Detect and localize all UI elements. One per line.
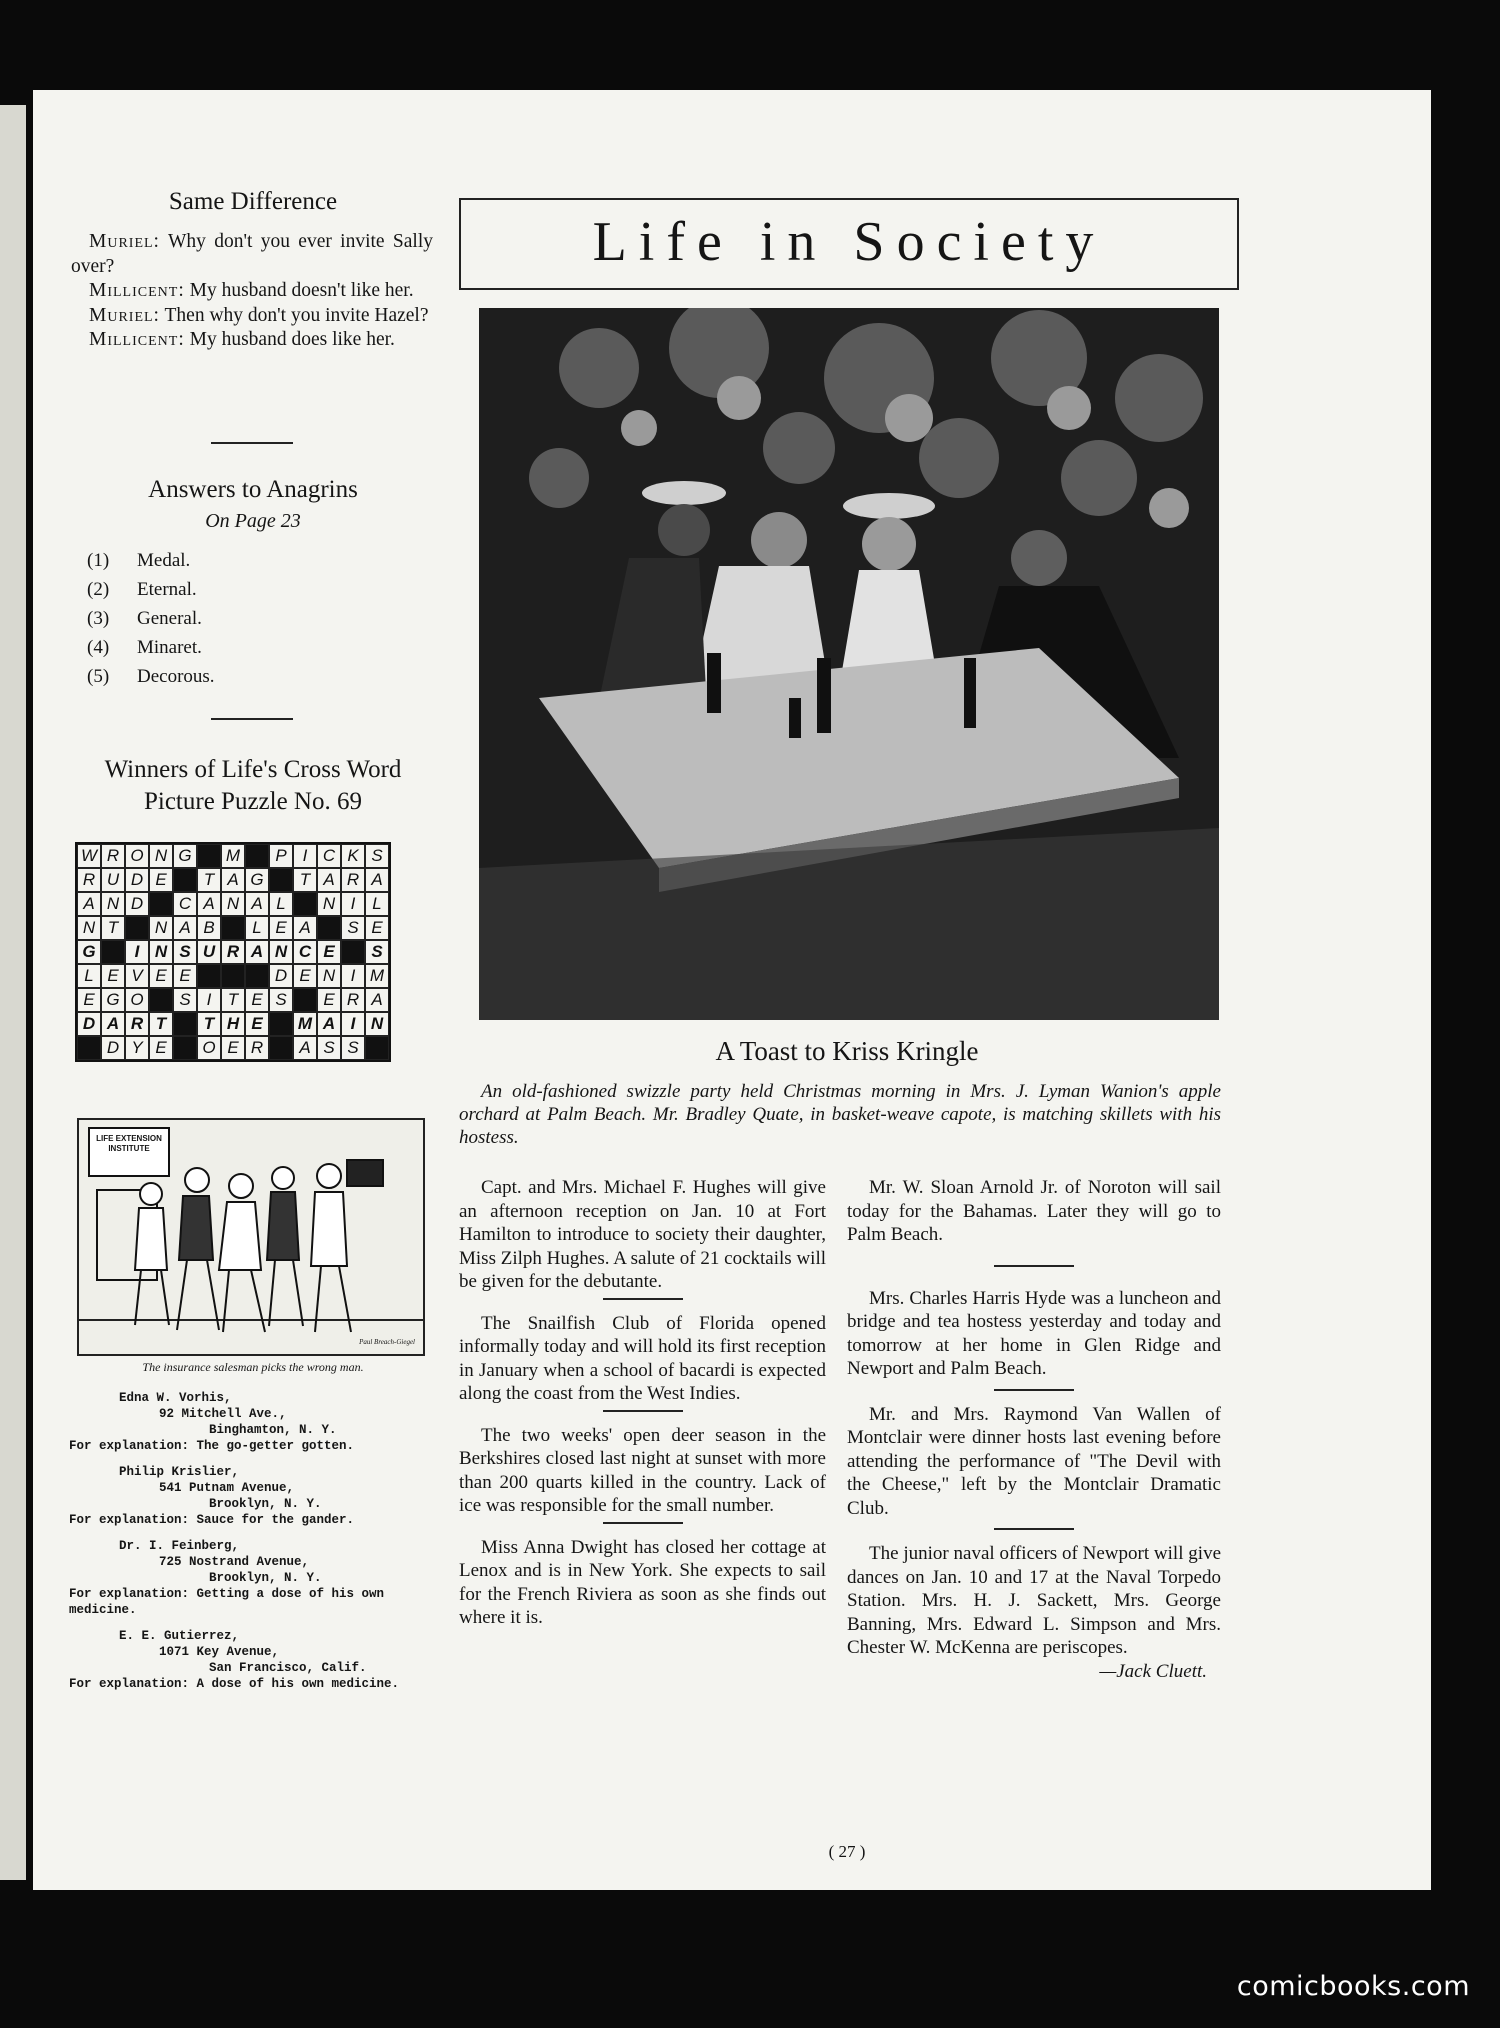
same-difference-title: Same Difference [168, 188, 338, 215]
divider [603, 1410, 683, 1412]
society-column-1 [459, 1176, 826, 1630]
crossword-cell: U [197, 940, 221, 964]
crossword-block [173, 868, 197, 892]
crossword-cell: T [197, 868, 221, 892]
crossword-cell: T [149, 1012, 173, 1036]
crossword-cell: B [197, 916, 221, 940]
crossword-cell: O [125, 988, 149, 1012]
news-item: Mr. W. Sloan Arnold Jr. of Noroton will sail today for the Bahamas. Later they will go to Palm Beach. [847, 1177, 1221, 1245]
crossword-cell: E [221, 1036, 245, 1060]
crossword-cell: G [77, 940, 101, 964]
crossword-cell: T [197, 1012, 221, 1036]
crossword-cell: C [173, 892, 197, 916]
list-item: (3) General. [87, 608, 202, 629]
divider [211, 442, 293, 444]
photo-caption: An old-fashioned swizzle party held Christmas morning in Mrs. J. Lyman Wanion's apple orchard at Palm Beach. Mr. Bradley Quate, in basket-weave capote, is matching skillets with his hostess. [459, 1081, 1221, 1148]
crossword-cell: T [293, 868, 317, 892]
cartoon-caption: The insurance salesman picks the wrong man. [142, 1360, 364, 1374]
crossword-cell: D [125, 868, 149, 892]
crossword-cell: A [197, 892, 221, 916]
section-title: Life in Society [592, 211, 1106, 273]
list-item: Dr. I. Feinberg, 725 Nostrand Avenue, Brooklyn, N. Y. For explanation: Getting a dose of his own medicine. [69, 1539, 385, 1617]
crossword-cell: A [173, 916, 197, 940]
crossword-block [221, 964, 245, 988]
crossword-cell: A [245, 892, 269, 916]
divider [603, 1522, 683, 1524]
crossword-cell: E [149, 1036, 173, 1060]
anagrins-title: Answers to Anagrins [148, 476, 358, 503]
crossword-block [293, 892, 317, 916]
winners-title: Winners of Life's Cross Word Picture Puzzle No. 69 [104, 756, 402, 815]
crossword-block [197, 964, 221, 988]
crossword-cell: M [221, 844, 245, 868]
crossword-cell: N [149, 844, 173, 868]
divider [994, 1528, 1074, 1530]
crossword-cell: R [221, 940, 245, 964]
list-item: (2) Eternal. [87, 579, 197, 600]
crossword-cell: I [341, 892, 365, 916]
crossword-cell: W [77, 844, 101, 868]
crossword-cell: E [245, 988, 269, 1012]
crossword-cell: G [245, 868, 269, 892]
list-item: Philip Krislier, 541 Putnam Avenue, Brooklyn, N. Y. For explanation: Sauce for the gander. [69, 1465, 355, 1527]
crossword-cell: G [101, 988, 125, 1012]
crossword-cell: E [77, 988, 101, 1012]
crossword-cell: C [317, 844, 341, 868]
news-item: The junior naval officers of Newport will give dances on Jan. 10 and 17 at the Naval Torpedo Station. Mrs. H. J. Sackett, Mrs. George Banning, Mrs. Edward L. Simpson and Mrs. Chester W. McKenna are periscopes. [847, 1543, 1221, 1658]
crossword-cell: R [341, 868, 365, 892]
party-photograph [479, 308, 1219, 1020]
cartoon-signature: Paul Breach-Giegel [359, 1338, 415, 1346]
dialog-line: Muriel: Why don't you ever invite Sally over? [71, 231, 433, 277]
anagrins-subtitle: On Page 23 [205, 510, 301, 532]
dialog-line: Muriel: Then why don't you invite Hazel? [89, 304, 429, 326]
crossword-cell: N [149, 940, 173, 964]
crossword-block [317, 916, 341, 940]
crossword-cell: I [125, 940, 149, 964]
crossword-cell: E [317, 940, 341, 964]
crossword-cell: S [365, 940, 389, 964]
crossword-cell: S [317, 1036, 341, 1060]
crossword-block [245, 964, 269, 988]
crossword-cell: L [245, 916, 269, 940]
crossword-cell: R [125, 1012, 149, 1036]
crossword-cell: C [293, 940, 317, 964]
crossword-cell: E [365, 916, 389, 940]
crossword-block [173, 1012, 197, 1036]
crossword-cell: N [101, 892, 125, 916]
cartoon-illustration [77, 1118, 425, 1356]
crossword-cell: N [149, 916, 173, 940]
crossword-cell: S [341, 1036, 365, 1060]
crossword-cell: T [101, 916, 125, 940]
crossword-block [77, 1036, 101, 1060]
cartoon-drawing [79, 1120, 423, 1354]
divider [603, 1298, 683, 1300]
divider [211, 718, 293, 720]
crossword-cell: A [77, 892, 101, 916]
same-difference-dialog [71, 230, 433, 353]
crossword-cell: U [101, 868, 125, 892]
crossword-cell: A [317, 868, 341, 892]
crossword-cell: I [293, 844, 317, 868]
crossword-block [341, 940, 365, 964]
crossword-cell: E [245, 1012, 269, 1036]
crossword-block [365, 1036, 389, 1060]
crossword-cell: D [269, 964, 293, 988]
crossword-cell: T [221, 988, 245, 1012]
crossword-block [269, 868, 293, 892]
crossword-cell: A [245, 940, 269, 964]
crossword-cell: E [269, 916, 293, 940]
crossword-cell: A [293, 1036, 317, 1060]
crossword-cell: R [77, 868, 101, 892]
crossword-cell: O [125, 844, 149, 868]
crossword-cell: D [125, 892, 149, 916]
crossword-cell: A [293, 916, 317, 940]
crossword-cell: N [317, 964, 341, 988]
crossword-cell: E [149, 964, 173, 988]
crossword-block [173, 1036, 197, 1060]
crossword-cell: K [341, 844, 365, 868]
crossword-cell: N [317, 892, 341, 916]
crossword-cell: A [317, 1012, 341, 1036]
crossword-cell: A [221, 868, 245, 892]
crossword-cell: E [173, 964, 197, 988]
news-item: The Snailfish Club of Florida opened informally today and will hold its first reception in January when a school of bacardi is expected along the coast from the West Indies. [459, 1312, 826, 1404]
crossword-cell: E [293, 964, 317, 988]
crossword-cell: N [221, 892, 245, 916]
society-column-2 [847, 1176, 1221, 1683]
crossword-cell: S [365, 844, 389, 868]
photo-headline: A Toast to Kriss Kringle [715, 1036, 979, 1066]
crossword-cell: O [197, 1036, 221, 1060]
crossword-cell: R [245, 1036, 269, 1060]
news-item: Mrs. Charles Harris Hyde was a luncheon and bridge and tea hostess yesterday and today and tomorrow at her home in Glen Ridge and Newport and Palm Beach. [847, 1287, 1221, 1379]
crossword-cell: Y [125, 1036, 149, 1060]
crossword-cell: L [365, 892, 389, 916]
crossword-cell: S [269, 988, 293, 1012]
crossword-cell: A [365, 868, 389, 892]
crossword-block [269, 1012, 293, 1036]
crossword-block [293, 988, 317, 1012]
crossword-cell: N [269, 940, 293, 964]
crossword-cell: S [341, 916, 365, 940]
crossword-grid [75, 842, 391, 1062]
crossword-cell: A [365, 988, 389, 1012]
crossword-cell: N [365, 1012, 389, 1036]
watermark: comicbooks.com [1236, 1971, 1470, 2002]
crossword-cell: R [341, 988, 365, 1012]
list-item: (5) Decorous. [87, 666, 215, 687]
crossword-cell: E [317, 988, 341, 1012]
crossword-cell: M [293, 1012, 317, 1036]
cartoon-sign: LIFE EXTENSION INSTITUTE [96, 1134, 162, 1153]
dialog-line: Millicent: My husband doesn't like her. [89, 280, 414, 301]
news-item: Capt. and Mrs. Michael F. Hughes will give an afternoon reception on Jan. 10 at Fort Hamilton to introduce to society their daughter, Miss Zilph Hughes. A salute of 21 cocktails will be given for the debutante. [459, 1177, 826, 1292]
list-item: E. E. Gutierrez, 1071 Key Avenue, San Francisco, Calif. For explanation: A dose of his own medicine. [69, 1629, 400, 1691]
crossword-block [125, 916, 149, 940]
list-item: (4) Minaret. [87, 637, 202, 658]
crossword-block [101, 940, 125, 964]
crossword-cell: L [269, 892, 293, 916]
crossword-cell: D [77, 1012, 101, 1036]
crossword-cell: E [101, 964, 125, 988]
crossword-block [245, 844, 269, 868]
divider [994, 1265, 1074, 1267]
society-photo [479, 308, 1219, 1020]
crossword-cell: M [365, 964, 389, 988]
crossword-block [149, 892, 173, 916]
crossword-grid-wrapper [75, 842, 391, 1062]
crossword-block [269, 1036, 293, 1060]
news-item: The two weeks' open deer season in the Berkshires closed last night at sunset with more than 200 quarts killed in the country. Lack of ice was responsible for the small number. [459, 1424, 826, 1516]
crossword-cell: A [101, 1012, 125, 1036]
magazine-page [33, 90, 1431, 1890]
divider [994, 1389, 1074, 1391]
dialog-line: Millicent: My husband does like her. [89, 329, 395, 350]
crossword-cell: I [341, 964, 365, 988]
crossword-block [149, 988, 173, 1012]
page-number: ( 27 ) [828, 1842, 866, 1861]
crossword-cell: S [173, 988, 197, 1012]
crossword-cell: I [341, 1012, 365, 1036]
adjacent-page-edge [0, 105, 26, 1880]
winners-list [69, 1390, 441, 1692]
crossword-block [197, 844, 221, 868]
crossword-cell: R [101, 844, 125, 868]
news-item: Mr. and Mrs. Raymond Van Wallen of Montclair were dinner hosts last evening before attending the performance of "The Devil with the Cheese," left by the Montclair Dramatic Club. [847, 1403, 1221, 1519]
anagrin-answers [87, 546, 387, 691]
byline: —Jack Cluett. [1099, 1660, 1207, 1682]
crossword-cell: E [149, 868, 173, 892]
crossword-cell: H [221, 1012, 245, 1036]
news-item: Miss Anna Dwight has closed her cottage at Lenox and is in New York. She expects to sail for the French Riviera as soon as she finds out where it is. [459, 1536, 826, 1628]
list-item: Edna W. Vorhis, 92 Mitchell Ave., Binghamton, N. Y. For explanation: The go-getter gotten. [69, 1391, 355, 1453]
crossword-cell: G [173, 844, 197, 868]
crossword-cell: I [197, 988, 221, 1012]
crossword-cell: D [101, 1036, 125, 1060]
list-item: (1) Medal. [87, 550, 191, 571]
crossword-cell: P [269, 844, 293, 868]
crossword-cell: N [77, 916, 101, 940]
crossword-cell: L [77, 964, 101, 988]
crossword-block [221, 916, 245, 940]
crossword-cell: S [173, 940, 197, 964]
section-title-box [459, 198, 1239, 290]
crossword-cell: V [125, 964, 149, 988]
